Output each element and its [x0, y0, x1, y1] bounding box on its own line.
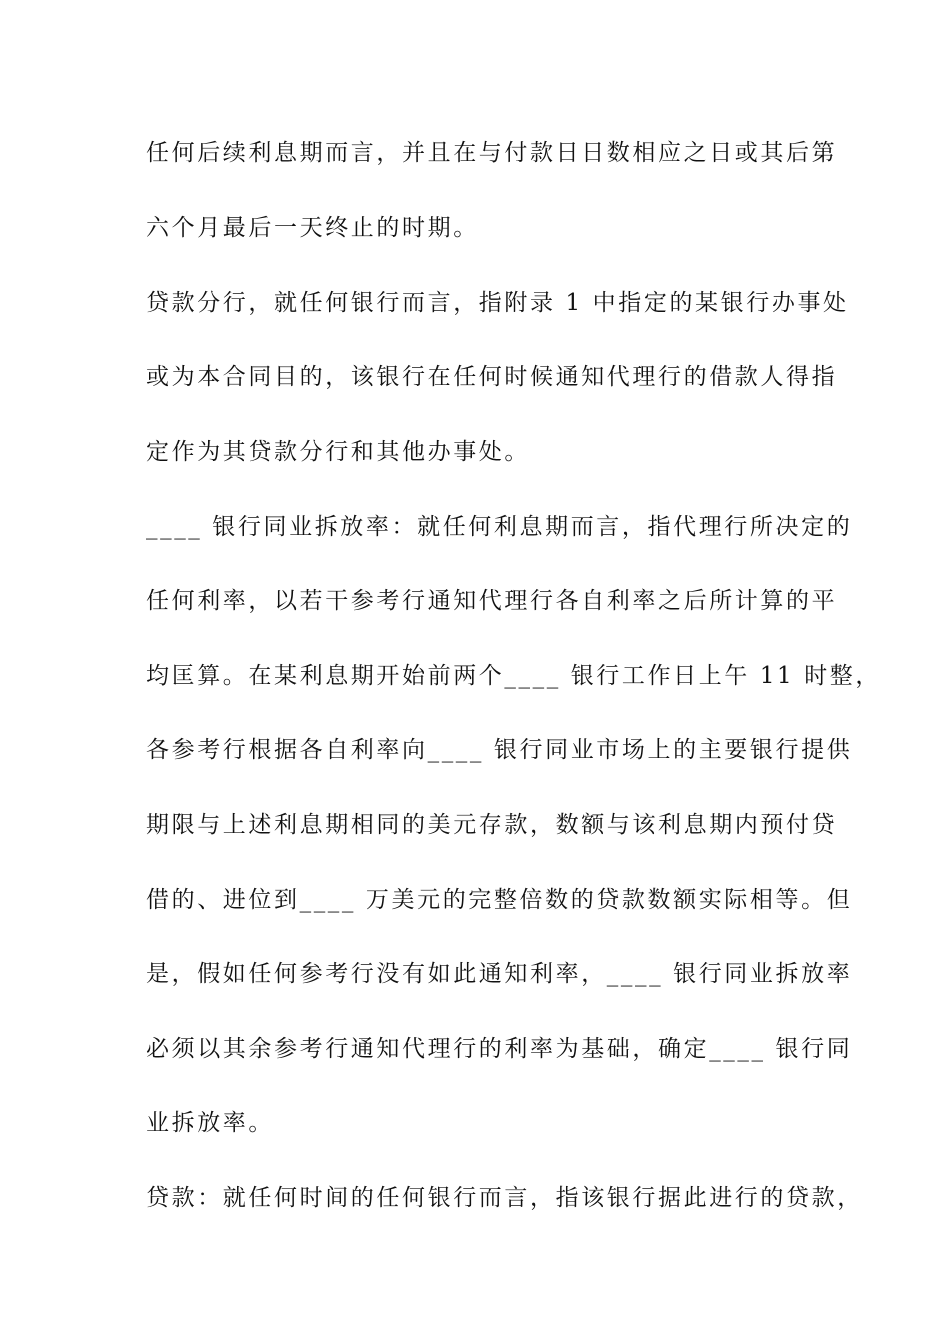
text-line: 定作为其贷款分行和其他办事处。 [146, 439, 530, 465]
text-line: 均匡算。在某利息期开始前两个____ 银行工作日上午 11 时整， [146, 663, 881, 689]
text-line: 业拆放率。 [146, 1110, 274, 1136]
text-line: 贷款：就任何时间的任何银行而言，指该银行据此进行的贷款， [146, 1185, 863, 1211]
text-line: 任何利率，以若干参考行通知代理行各自利率之后所计算的平 [146, 588, 838, 614]
text-line: 必须以其余参考行通知代理行的利率为基础，确定____ 银行同 [146, 1036, 853, 1062]
text-line: ____ 银行同业拆放率：就任何利息期而言，指代理行所决定的 [146, 514, 853, 540]
text-line: 贷款分行，就任何银行而言，指附录 1 中指定的某银行办事处 [146, 290, 849, 316]
text-line: 是，假如任何参考行没有如此通知利率，____ 银行同业拆放率 [146, 961, 853, 987]
text-line: 任何后续利息期而言，并且在与付款日日数相应之日或其后第 [146, 140, 838, 166]
text-line: 各参考行根据各自利率向____ 银行同业市场上的主要银行提供 [146, 737, 853, 763]
text-line: 或为本合同目的，该银行在任何时候通知代理行的借款人得指 [146, 364, 838, 390]
text-line: 期限与上述利息期相同的美元存款，数额与该利息期内预付贷 [146, 812, 838, 838]
text-line: 六个月最后一天终止的时期。 [146, 215, 479, 241]
text-line: 借的、进位到____ 万美元的完整倍数的贷款数额实际相等。但 [146, 887, 853, 913]
